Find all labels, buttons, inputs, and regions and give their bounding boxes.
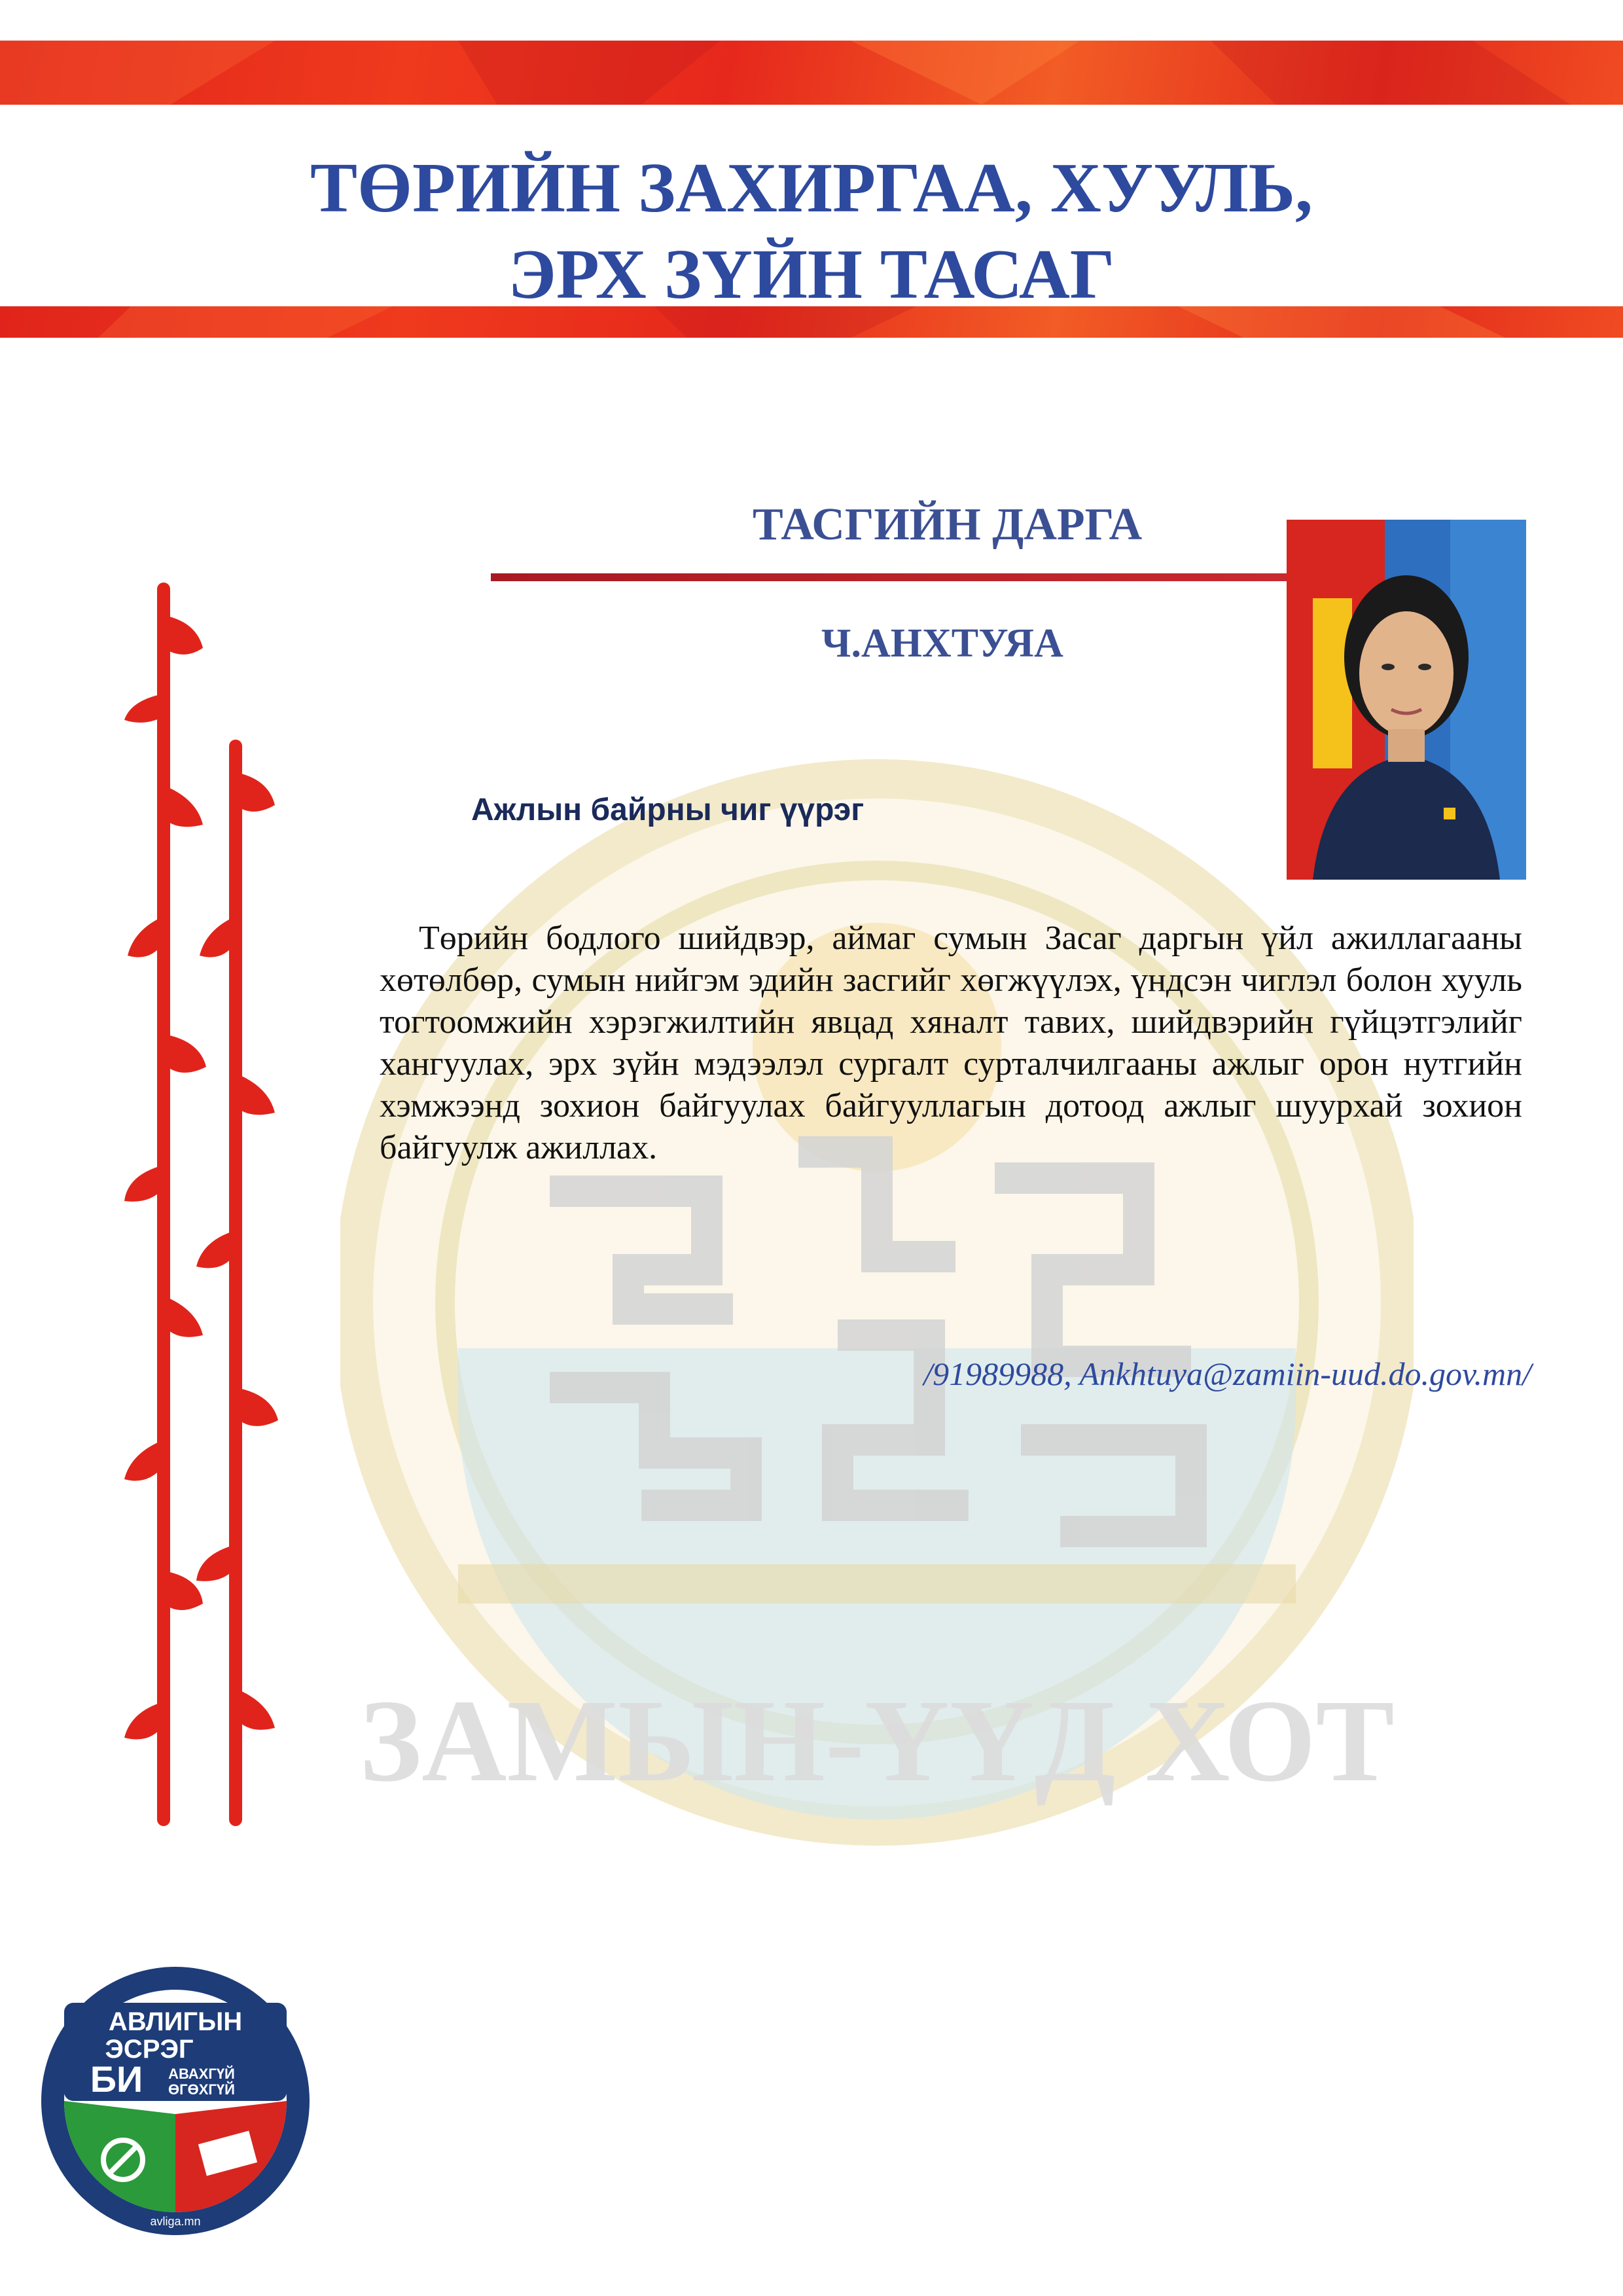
- page-title: [0, 145, 1623, 318]
- badge-side-1: АВАХГҮЙ: [168, 2066, 235, 2082]
- anti-corruption-badge: [38, 1964, 313, 2238]
- city-emblem-watermark: [340, 681, 1414, 1924]
- banner-pattern: [0, 41, 1623, 105]
- badge-line-2: ЭСРЭГ: [105, 2035, 194, 2064]
- duties-heading: Ажлын байрны чиг үүрэг: [471, 793, 865, 827]
- duties-text: Төрийн бодлого шийдвэр, аймаг сумын Засаг даргын үйл ажиллагааны хөтөлбөр, сумын нийгэм эдийн засгийг хөгжүүлэх, үндсэн чиглэл болон хууль тогтоомжийн хэрэгжилтийн явцад хяналт тавих, шийдвэрийн гүйцэтгэлийг хангуулах, эрх зүйн мэдээлэл сургалт сурталчилгааны ажлыг орон нутгийн хэмжээнд зохион байгуулах байгууллагын дотоод ажлыг шуурхай зохион байгуулж ажиллах.: [380, 920, 1522, 1166]
- portrait-photo: [1287, 520, 1526, 880]
- position-title: ТАСГИЙН ДАРГА: [753, 499, 1143, 550]
- page-title-line-1: ТӨРИЙН ЗАХИРГАА, ХУУЛЬ,: [310, 149, 1313, 227]
- page-title-line-2: ЭРХ ЗҮЙН ТАСАГ: [508, 236, 1115, 314]
- header-banner-top: [0, 41, 1623, 105]
- person-name: Ч.АНХТУЯА: [821, 621, 1063, 666]
- mongolian-script-decoration: [111, 576, 308, 1859]
- watermark-city-name: ЗАМЫН-ҮҮД ХОТ: [359, 1676, 1395, 1806]
- contact-info: /91989988, Ankhtuya@zamiin-uud.do.gov.mn/: [923, 1355, 1531, 1392]
- title-divider: [491, 573, 1289, 581]
- badge-line-1: АВЛИГЫН: [108, 2007, 243, 2036]
- badge-line-3: БИ: [90, 2058, 143, 2100]
- badge-side-2: ӨГӨХГҮЙ: [168, 2081, 235, 2098]
- badge-site: avliga.mn: [150, 2215, 201, 2228]
